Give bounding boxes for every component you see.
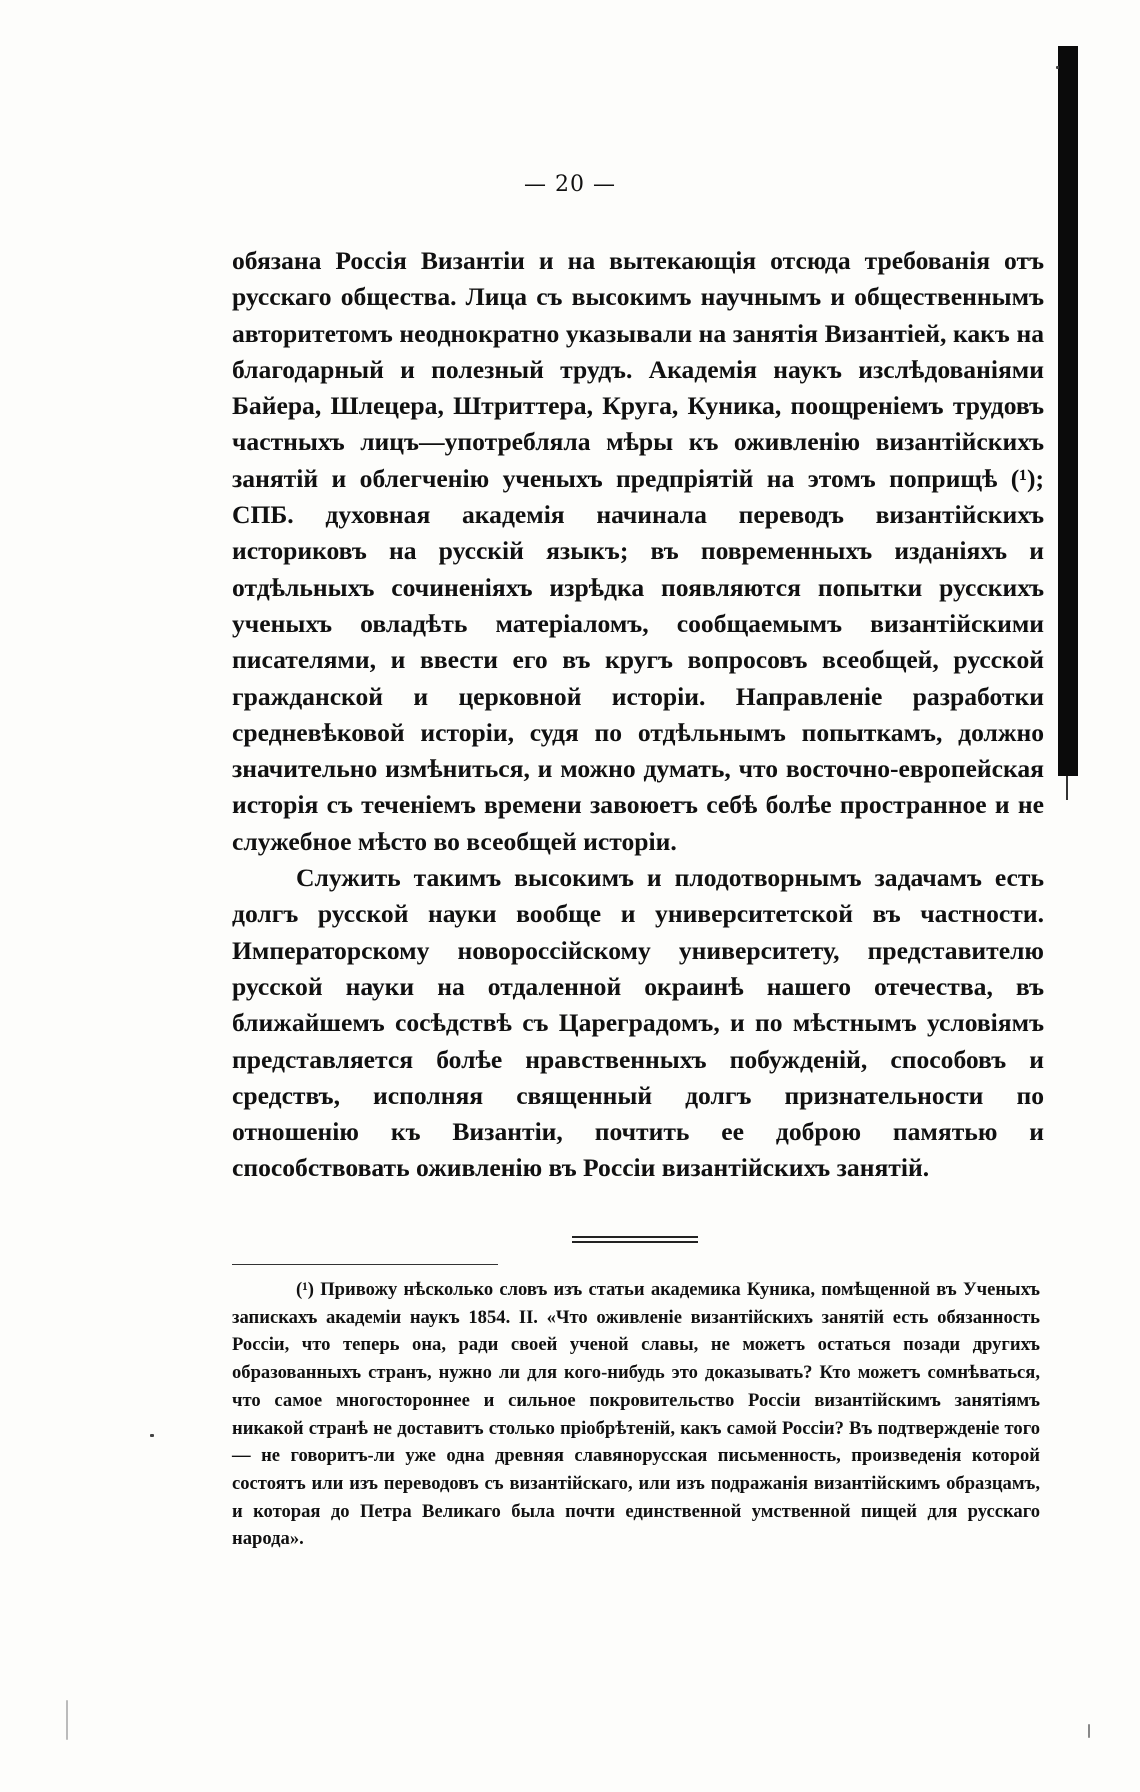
scan-edge-tail: [1066, 776, 1068, 800]
scan-speck: [1088, 1724, 1090, 1738]
scan-edge-shadow: [1058, 46, 1078, 776]
page-number: — 20 —: [524, 172, 616, 197]
footnote: (¹) Привожу нѣсколько словъ изъ статьи академика Куника, помѣщенной въ Ученыхъ запискахъ академіи наукъ 1854. II. «Что оживленіе византійскихъ занятій есть обязанность Россіи, что теперь она, ради своей ученой славы, не можетъ остаться позади другихъ образованныхъ странъ, нужно ли для кого-нибудь это доказывать? Кто можетъ сомнѣваться, что самое многостороннее и сильное покровительство Россіи византійскимъ занятіямъ никакой странѣ не доставитъ столько пріобрѣтеній, какъ самой Россіи? Въ подтвержденіе того — не говоритъ-ли уже одна древняя славянорусская письменность, произведенія которой состоятъ или изъ переводовъ съ византійскаго, или изъ подражанія византійскимъ образцамъ, и которая до Петра Великаго была почти единственной умственной пищей для русскаго народа».: [232, 1279, 1040, 1550]
main-text: [232, 243, 1044, 1187]
section-divider: [572, 1236, 698, 1243]
scan-speck: [66, 1700, 68, 1740]
paragraph-1: обязана Россія Византіи и на вытекающія отсюда требованія отъ русскаго общества. Лица съ высокимъ научнымъ и общественнымъ авторитетомъ неоднократно указывали на занятія Византіей, какъ на благодарный и полезный трудъ. Академія наукъ изслѣдованіями Байера, Шлецера, Штриттера, Круга, Куника, поощреніемъ трудовъ частныхъ лицъ—употребляла мѣры къ оживленію византійскихъ занятій и облегченію ученыхъ предпріятій на этомъ поприщѣ (¹); СПБ. духовная академія начинала переводъ византійскихъ историковъ на русскій языкъ; въ повременныхъ изданіяхъ и отдѣльныхъ сочиненіяхъ изрѣдка появляются попытки русскихъ ученыхъ овладѣть матеріаломъ, сообщаемымъ византійскими писателями, и ввести его въ кругъ вопросовъ всеобщей, русской гражданской и церковной исторіи. Направленіе разработки средневѣковой исторіи, судя по отдѣльнымъ попыткамъ, должно значительно измѣниться, и можно думать, что восточно-европейская исторія съ теченіемъ времени завоюетъ себѣ болѣе пространное и не служебное мѣсто во всеобщей исторіи.: [232, 246, 1044, 856]
scan-speck: [1056, 66, 1059, 69]
paragraph-2: Служить такимъ высокимъ и плодотворнымъ задачамъ есть долгъ русской науки вообще и университетской въ частности. Императорскому новороссійскому университету, представителю русской науки на отдаленной окраинѣ нашего отечества, въ ближайшемъ сосѣдствѣ съ Цареградомъ, и по мѣстнымъ условіямъ представляется болѣе нравственныхъ побужденій, способовъ и средствъ, исполняя священный долгъ признательности по отношенію къ Византіи, почтить ее доброю памятью и способствовать оживленію въ Россіи византійскихъ занятій.: [232, 863, 1044, 1183]
scan-speck: [150, 1434, 154, 1437]
footnote-divider: [232, 1264, 498, 1265]
